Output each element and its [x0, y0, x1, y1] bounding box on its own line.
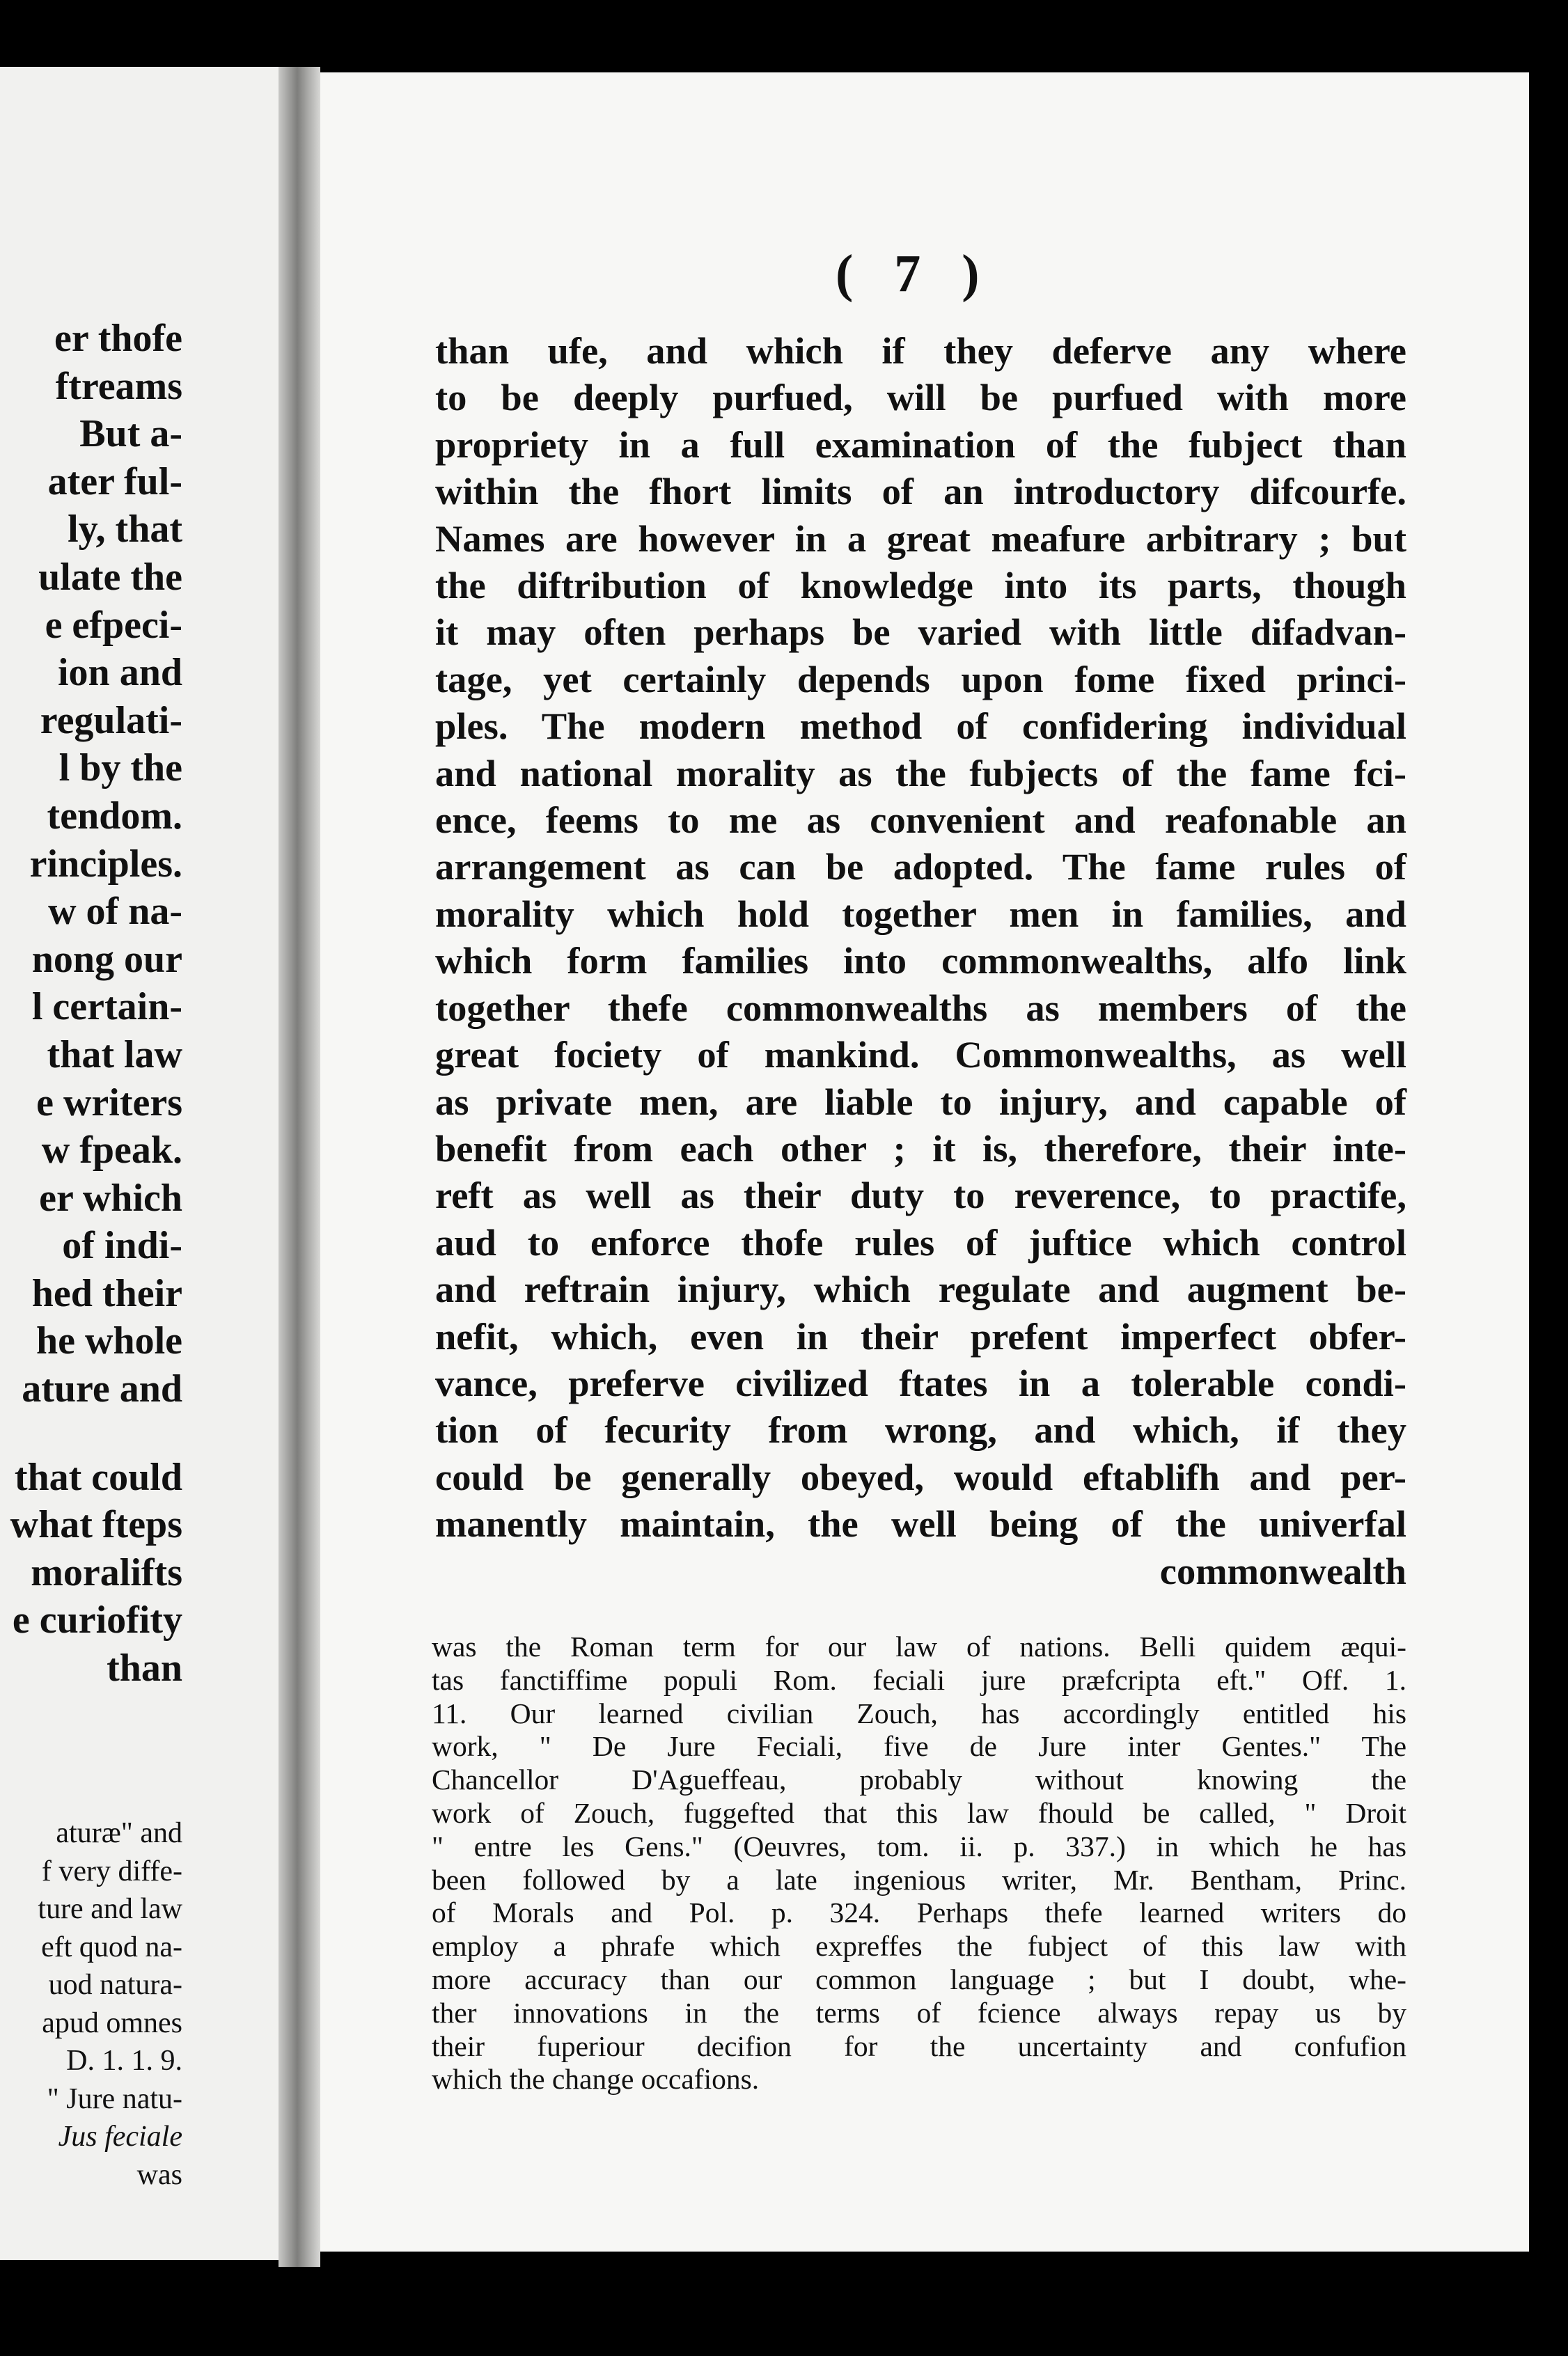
footnote-line: apud omnes	[42, 2006, 182, 2039]
text-line: the diftribution of knowledge into its parts, though	[435, 564, 1406, 607]
text-line: hed their	[31, 1271, 182, 1315]
text-line: that could	[14, 1455, 182, 1499]
text-line: ftreams	[55, 364, 182, 408]
footnote-line: their fuperiour decifion for the uncertainty and confufion	[432, 2029, 1406, 2062]
text-line: ples. The modern method of confidering individual	[435, 705, 1406, 748]
text-line: l certain-	[31, 985, 182, 1029]
text-line: er which	[39, 1176, 182, 1220]
footnote-line: was	[136, 2158, 182, 2191]
footnote-line: ther innovations in the terms of fcience always repay us by	[432, 1996, 1406, 2029]
previous-page-footnote	[0, 1814, 182, 2194]
text-line: w of na-	[48, 890, 182, 934]
footnote-line: work of Zouch, fuggefted that this law fhould be called, " Droit	[432, 1796, 1406, 1829]
text-line: nefit, which, even in their prefent imperfect obfer-	[435, 1314, 1406, 1358]
footnote-line: " entre les Gens." (Oeuvres, tom. ii. p. 337.) in which he has	[432, 1830, 1406, 1862]
text-line: as private men, are liable to injury, and capable of	[435, 1080, 1406, 1123]
footnote-line: eft quod na-	[41, 1931, 182, 1963]
footnote-line: Chancellor D'Agueffeau, probably without knowing the	[432, 1764, 1406, 1796]
footnote-line: been followed by a late ingenious writer, Mr. Bentham, Princ.	[432, 1863, 1406, 1896]
text-line: e writers	[36, 1081, 182, 1124]
text-line: great fociety of mankind. Commonwealths, as well	[435, 1033, 1406, 1076]
text-line: ion and	[58, 651, 182, 695]
paragraph-gap	[0, 1413, 182, 1454]
text-line: which form families into commonwealths, alfo link	[435, 939, 1406, 982]
text-line: of indi-	[62, 1224, 182, 1268]
text-line: Names are however in a great meafure arbitrary ; but	[435, 517, 1406, 560]
text-line: tendom.	[47, 794, 182, 838]
text-line: w fpeak.	[41, 1129, 182, 1172]
previous-page-text	[0, 315, 182, 1693]
text-line: e curiofity	[12, 1599, 182, 1642]
footnote	[432, 1631, 1406, 2096]
body-text	[435, 327, 1406, 1594]
text-line: within the fhort limits of an introductory difcourfe.	[435, 470, 1406, 513]
text-line: together thefe commonwealths as members of the	[435, 986, 1406, 1029]
text-line: that law	[47, 1032, 182, 1076]
text-line: er thofe	[54, 317, 182, 360]
text-line: tage, yet certainly depends upon fome fixed princi-	[435, 657, 1406, 700]
text-line: arrangement as can be adopted. The fame rules of	[435, 845, 1406, 888]
text-line: rinciples.	[29, 842, 182, 886]
footnote-line: more accuracy than our common language ; but I doubt, whe-	[432, 1963, 1406, 1995]
footnote-line: D. 1. 1. 9.	[66, 2045, 182, 2077]
text-line: than	[107, 1647, 182, 1690]
text-line: than ufe, and which if they deferve any where	[435, 329, 1406, 372]
footnote-line: tas fanctiffime populi Rom. feciali jure præfcripta eft." Off. 1.	[432, 1663, 1406, 1696]
text-line: ature and	[22, 1367, 182, 1411]
text-line: ence, feems to me as convenient and reafonable an	[435, 799, 1406, 842]
text-line: reft as well as their duty to reverence, to practife,	[435, 1174, 1406, 1217]
footnote-line: ture and law	[38, 1893, 182, 1925]
text-line: But a-	[79, 412, 182, 456]
text-line: moralifts	[31, 1550, 182, 1594]
footnote-line: f very diffe-	[41, 1855, 182, 1887]
text-line: regulati-	[40, 698, 182, 742]
footnote-line: of Morals and Pol. p. 324. Perhaps thefe learned writers do	[432, 1896, 1406, 1929]
text-line: could be generally obeyed, would eftablifh and per-	[435, 1455, 1406, 1498]
footnote-line: uod natura-	[48, 1969, 182, 2001]
text-line: he whole	[36, 1319, 182, 1363]
footnote-line: " Jure natu-	[47, 2082, 182, 2115]
text-line: manently maintain, the well being of the univerfal	[435, 1502, 1406, 1546]
footnote-line: Jus feciale	[58, 2121, 182, 2153]
text-line: morality which hold together men in families, and	[435, 892, 1406, 935]
footnote-line: which the change occafions.	[432, 2063, 760, 2096]
text-line: e efpeci-	[45, 603, 182, 647]
text-line: vance, preferve civilized ftates in a tolerable condi-	[435, 1361, 1406, 1404]
text-line: ly, that	[68, 508, 182, 551]
text-line: and national morality as the fubjects of the fame fci-	[435, 751, 1406, 794]
page-number: ( 7 )	[836, 244, 994, 303]
text-line: to be deeply purfued, will be purfued with more	[435, 376, 1406, 419]
book-gutter	[279, 67, 320, 2267]
footnote-line: employ a phrafe which expreffes the fubject of this law with	[432, 1930, 1406, 1963]
text-line: and reftrain injury, which regulate and augment be-	[435, 1268, 1406, 1311]
text-line: ater ful-	[47, 460, 182, 503]
text-line: propriety in a full examination of the fubject than	[435, 423, 1406, 466]
text-line: tion of fecurity from wrong, and which, if they	[435, 1408, 1406, 1452]
footnote-line: aturæ" and	[56, 1817, 182, 1849]
text-line: aud to enforce thofe rules of juftice which control	[435, 1220, 1406, 1264]
text-line: ulate the	[38, 555, 182, 599]
text-line: benefit from each other ; it is, therefore, their inte-	[435, 1126, 1406, 1170]
footnote-line: was the Roman term for our law of nations. Belli quidem æqui-	[432, 1631, 1406, 1663]
footnote-line: 11. Our learned civilian Zouch, has accordingly entitled his	[432, 1697, 1406, 1729]
catchword: commonwealth	[1159, 1549, 1406, 1592]
text-line: it may often perhaps be varied with little difadvan-	[435, 611, 1406, 654]
text-line: l by the	[58, 746, 182, 790]
footnote-line: work, " De Jure Feciali, five de Jure inter Gentes." The	[432, 1730, 1406, 1763]
text-line: what fteps	[10, 1503, 182, 1547]
text-line: nong our	[31, 937, 182, 981]
previous-page-fragment	[0, 67, 287, 2260]
